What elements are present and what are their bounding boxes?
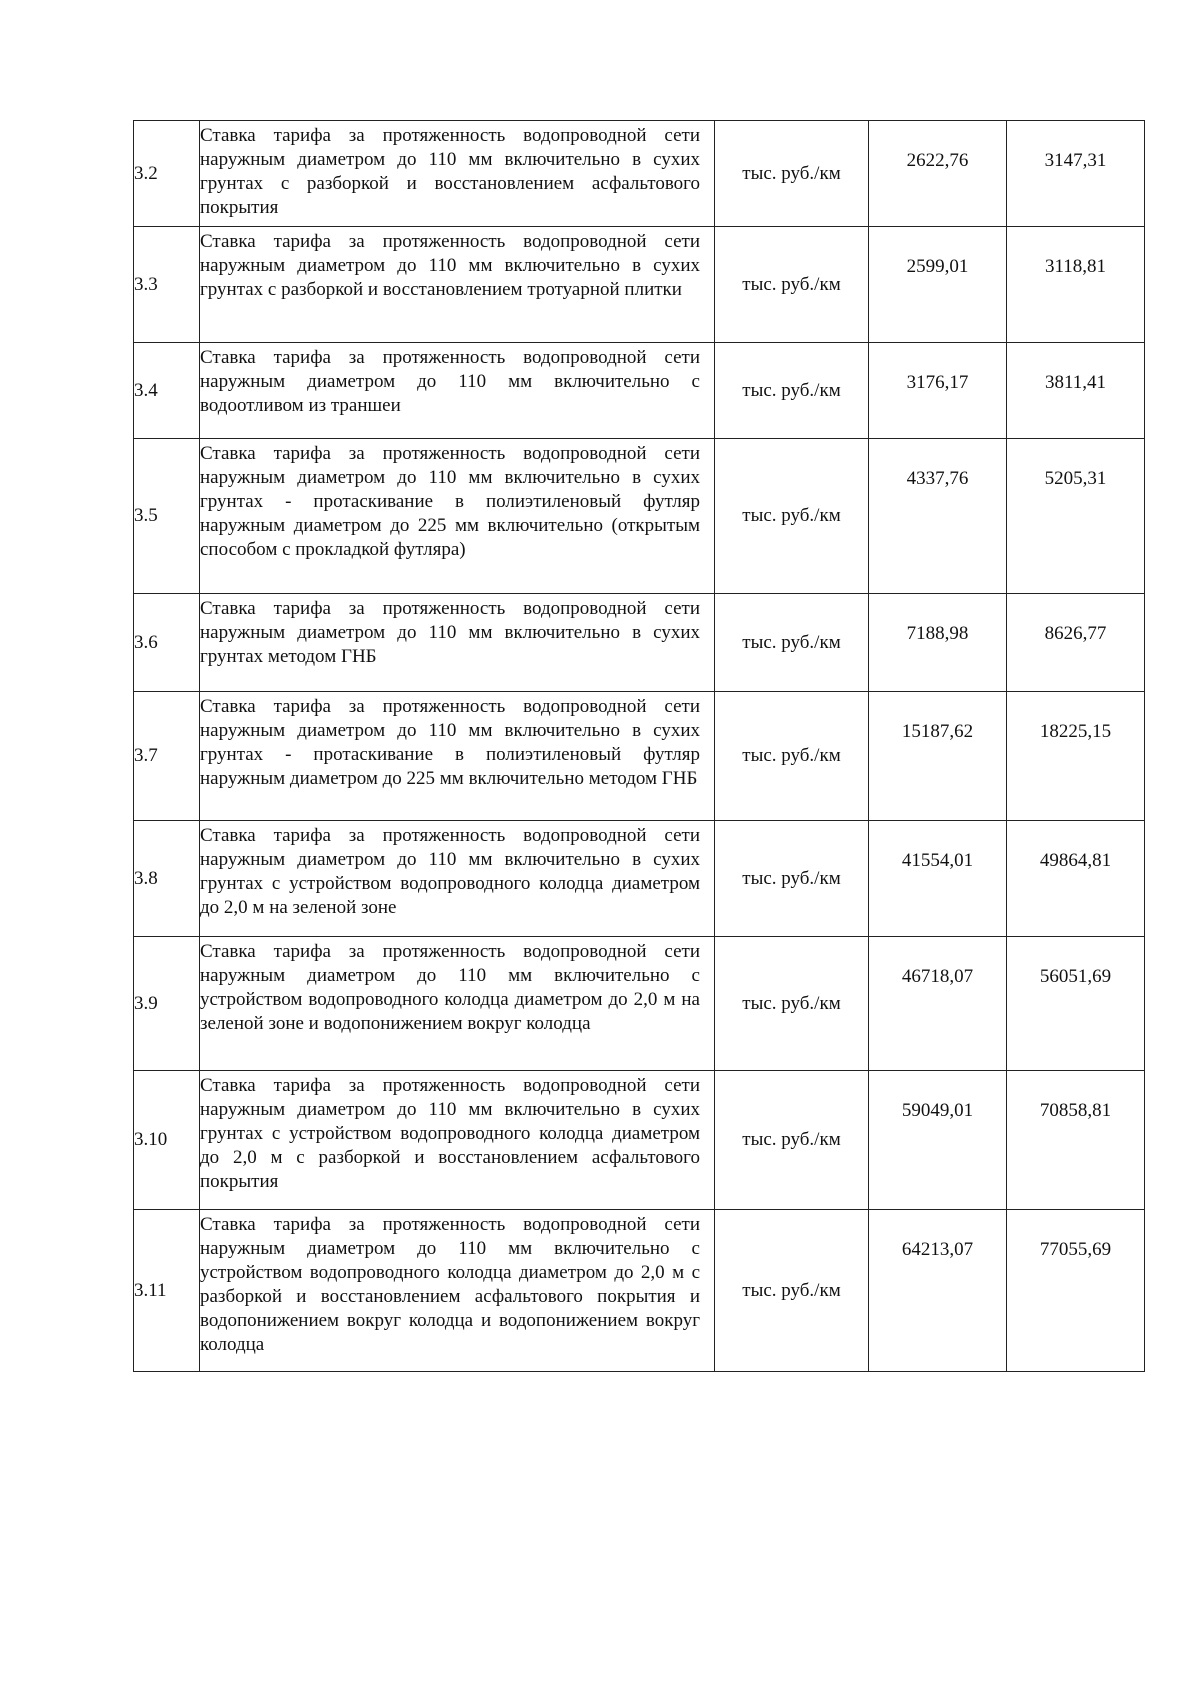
row-description: Ставка тарифа за протяженность водопроводной сети наружным диаметром до 110 мм включительно в сухих грунтах с устройством водопроводного колодца диаметром до 2,0 м на зеленой зоне <box>200 821 715 937</box>
row-value-2: 18225,15 <box>1007 692 1145 821</box>
row-unit: тыс. руб./км <box>715 594 869 692</box>
row-value-2: 5205,31 <box>1007 439 1145 594</box>
row-number: 3.3 <box>134 227 200 343</box>
row-description: Ставка тарифа за протяженность водопроводной сети наружным диаметром до 110 мм включительно в сухих грунтах методом ГНБ <box>200 594 715 692</box>
row-unit: тыс. руб./км <box>715 692 869 821</box>
row-unit: тыс. руб./км <box>715 821 869 937</box>
row-unit: тыс. руб./км <box>715 937 869 1071</box>
row-number: 3.4 <box>134 343 200 439</box>
row-unit: тыс. руб./км <box>715 1071 869 1210</box>
row-description: Ставка тарифа за протяженность водопроводной сети наружным диаметром до 110 мм включительно в сухих грунтах с разборкой и восстановлением асфальтового покрытия <box>200 121 715 227</box>
table-row <box>134 121 1145 227</box>
row-number: 3.10 <box>134 1071 200 1210</box>
row-value-1: 7188,98 <box>869 594 1007 692</box>
row-description: Ставка тарифа за протяженность водопроводной сети наружным диаметром до 110 мм включительно в сухих грунтах - протаскивание в полиэтиленовый футляр наружным диаметром до 225 мм включительно (открытым способом с прокладкой футляра) <box>200 439 715 594</box>
row-description: Ставка тарифа за протяженность водопроводной сети наружным диаметром до 110 мм включительно в сухих грунтах с разборкой и восстановлением тротуарной плитки <box>200 227 715 343</box>
row-value-1: 2599,01 <box>869 227 1007 343</box>
row-value-2: 3811,41 <box>1007 343 1145 439</box>
tariff-table <box>133 120 1145 1372</box>
table-row <box>134 343 1145 439</box>
row-description: Ставка тарифа за протяженность водопроводной сети наружным диаметром до 110 мм включительно с устройством водопроводного колодца диаметром до 2,0 м на зеленой зоне и водопонижением вокруг колодца <box>200 937 715 1071</box>
row-value-2: 3147,31 <box>1007 121 1145 227</box>
table-row <box>134 1071 1145 1210</box>
row-number: 3.11 <box>134 1210 200 1372</box>
row-value-2: 77055,69 <box>1007 1210 1145 1372</box>
row-description: Ставка тарифа за протяженность водопроводной сети наружным диаметром до 110 мм включительно в сухих грунтах - протаскивание в полиэтиленовый футляр наружным диаметром до 225 мм включительно методом ГНБ <box>200 692 715 821</box>
row-value-1: 41554,01 <box>869 821 1007 937</box>
row-value-1: 4337,76 <box>869 439 1007 594</box>
row-unit: тыс. руб./км <box>715 227 869 343</box>
table-row <box>134 1210 1145 1372</box>
row-description: Ставка тарифа за протяженность водопроводной сети наружным диаметром до 110 мм включительно с водоотливом из траншеи <box>200 343 715 439</box>
row-description: Ставка тарифа за протяженность водопроводной сети наружным диаметром до 110 мм включительно с устройством водопроводного колодца диаметром до 2,0 м с разборкой и восстановлением асфальтового покрытия и водопонижением вокруг колодца и водопонижением вокруг колодца <box>200 1210 715 1372</box>
table-row <box>134 692 1145 821</box>
row-number: 3.6 <box>134 594 200 692</box>
row-value-1: 15187,62 <box>869 692 1007 821</box>
row-value-1: 59049,01 <box>869 1071 1007 1210</box>
row-number: 3.9 <box>134 937 200 1071</box>
row-value-2: 49864,81 <box>1007 821 1145 937</box>
row-value-1: 2622,76 <box>869 121 1007 227</box>
row-number: 3.8 <box>134 821 200 937</box>
row-value-1: 64213,07 <box>869 1210 1007 1372</box>
row-value-1: 46718,07 <box>869 937 1007 1071</box>
row-value-2: 3118,81 <box>1007 227 1145 343</box>
row-unit: тыс. руб./км <box>715 439 869 594</box>
table-row <box>134 439 1145 594</box>
row-unit: тыс. руб./км <box>715 121 869 227</box>
row-number: 3.5 <box>134 439 200 594</box>
row-value-2: 70858,81 <box>1007 1071 1145 1210</box>
row-number: 3.7 <box>134 692 200 821</box>
row-value-2: 8626,77 <box>1007 594 1145 692</box>
row-value-1: 3176,17 <box>869 343 1007 439</box>
row-description: Ставка тарифа за протяженность водопроводной сети наружным диаметром до 110 мм включительно в сухих грунтах с устройством водопроводного колодца диаметром до 2,0 м с разборкой и восстановлением асфальтового покрытия <box>200 1071 715 1210</box>
row-unit: тыс. руб./км <box>715 343 869 439</box>
table-row <box>134 937 1145 1071</box>
table-row <box>134 227 1145 343</box>
table-row <box>134 594 1145 692</box>
table-row <box>134 821 1145 937</box>
row-number: 3.2 <box>134 121 200 227</box>
row-unit: тыс. руб./км <box>715 1210 869 1372</box>
row-value-2: 56051,69 <box>1007 937 1145 1071</box>
